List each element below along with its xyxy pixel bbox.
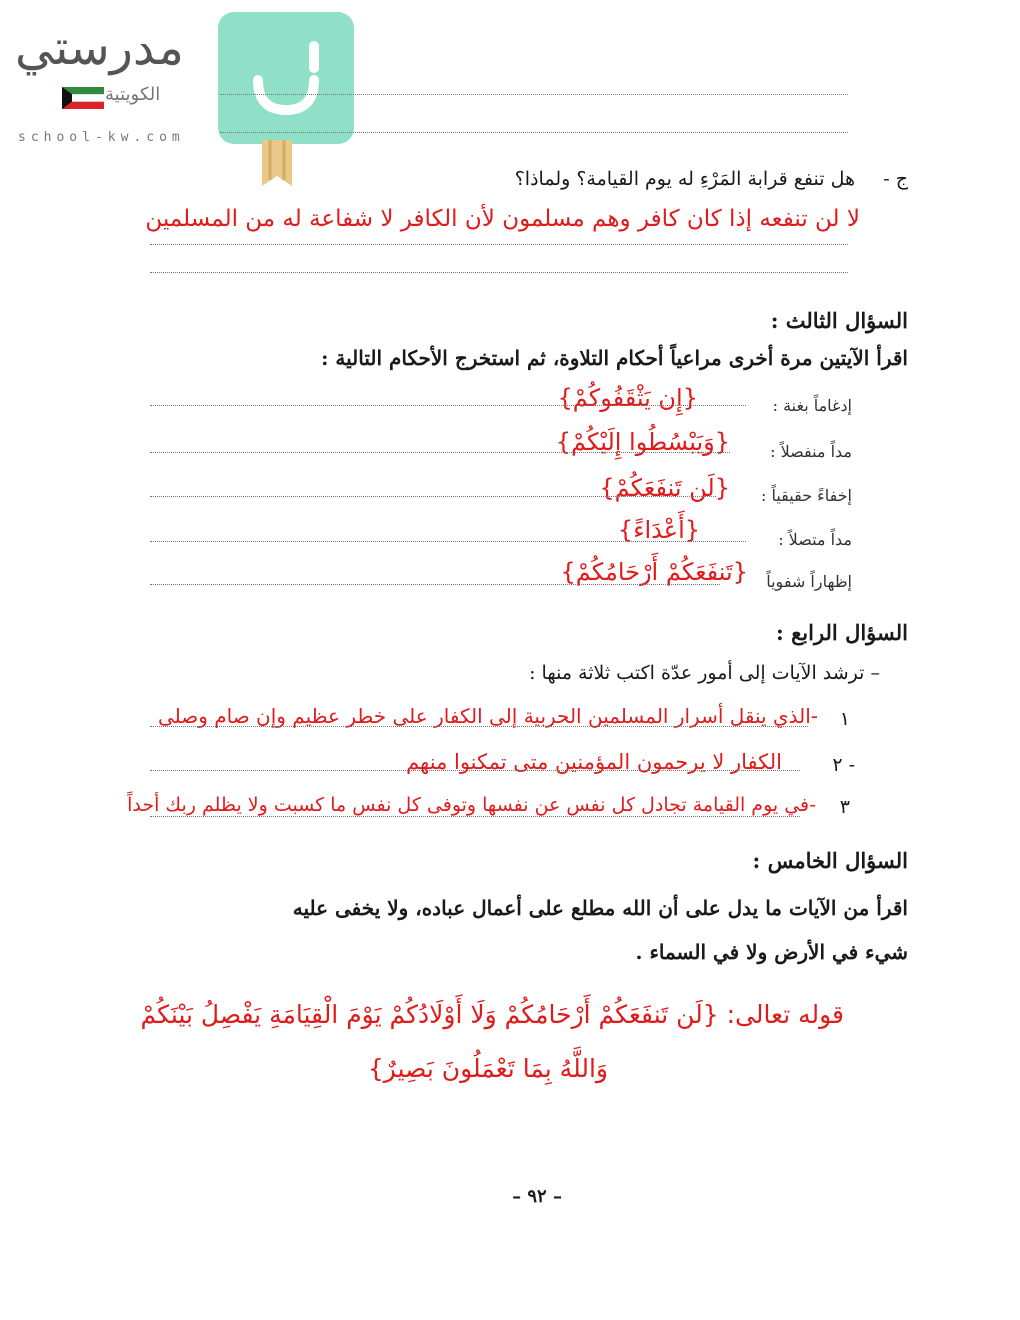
section3-instruction: اقرأ الآيتين مرة أخرى مراعياً أحكام التلاوة، ثم استخرج الأحكام التالية : <box>321 346 908 370</box>
rule-answer: {تَنفَعَكُمْ أَرْحَامُكُمْ} <box>560 558 748 586</box>
answer-line <box>150 726 808 727</box>
rule-answer: {لَن تَنفَعَكُمْ} <box>599 474 730 502</box>
answer-line <box>150 244 848 245</box>
item-answer: الكفار لا يرحمون المؤمنين متى تمكنوا منهم <box>406 750 782 774</box>
logo-url: school-kw.com <box>18 130 185 145</box>
answer-line <box>150 770 800 771</box>
section4-title: السؤال الرابع : <box>776 620 908 645</box>
answer-line <box>150 584 720 585</box>
smile-icon <box>248 40 324 116</box>
question-c-label: ج - <box>883 168 908 190</box>
rule-label: إدغاماً بغنة : <box>772 396 852 415</box>
logo-subtitle: الكويتية <box>105 84 161 105</box>
rule-label: إظهاراً شفوياً <box>766 572 852 591</box>
section3-title: السؤال الثالث : <box>770 308 908 333</box>
item-number: ١ <box>839 708 850 730</box>
answer-line <box>150 272 848 273</box>
question-c-answer: لا لن تنفعه إذا كان كافر وهم مسلمون لأن الكافر لا شفاعة له من المسلمين <box>145 206 860 232</box>
answer-line <box>150 452 730 453</box>
answer-line <box>150 496 716 497</box>
rule-answer: {إِن يَثْقَفُوكُمْ} <box>557 384 698 412</box>
rule-label: مداً متصلاً : <box>778 530 852 549</box>
kuwait-flag-icon <box>62 87 104 109</box>
item-number: ٢ - <box>832 754 855 776</box>
section5-line2: شيء في الأرض ولا في السماء . <box>635 940 908 964</box>
answer-line <box>150 405 746 406</box>
page-number: – ٩٢ – <box>512 1186 562 1207</box>
item-number: ٣ <box>839 796 850 818</box>
answer-line <box>220 94 848 95</box>
answer-line <box>150 816 800 817</box>
answer-line <box>150 541 746 542</box>
section5-line1: اقرأ من الآيات ما يدل على أن الله مطلع على أعمال عباده، ولا يخفى عليه <box>292 896 908 920</box>
rule-answer: {وَيَبْسُطُوا إِلَيْكُمْ} <box>555 428 730 456</box>
answer-line <box>220 132 848 133</box>
section5-title: السؤال الخامس : <box>752 848 908 873</box>
item-answer: -الذي ينقل أسرار المسلمين الحربية إلى الكفار على خطر عظيم وإن صام وصلى <box>157 704 818 728</box>
rule-answer: {أَعْدَاءً} <box>617 516 700 544</box>
bookmark-icon <box>262 140 292 186</box>
section5-answer-line1: قوله تعالى: {لَن تَنفَعَكُمْ أَرْحَامُكُمْ وَلَا أَوْلَادُكُمْ يَوْمَ الْقِيَامَةِ يَفْصِلُ بَيْنَكُمْ <box>140 1000 844 1029</box>
section5-answer-line2: وَاللَّهُ بِمَا تَعْمَلُونَ بَصِيرٌ} <box>367 1054 608 1083</box>
logo-name: مدرستي <box>15 20 184 76</box>
section4-instruction: – ترشد الآيات إلى أمور عدّة اكتب ثلاثة منها : <box>529 662 880 684</box>
question-c-text: هل تنفع قرابة المَرْءِ له يوم القيامة؟ ولماذا؟ <box>514 168 855 190</box>
item-answer: -في يوم القيامة تجادل كل نفس عن نفسها وتوفى كل نفس ما كسبت ولا يظلم ربك أحداً <box>127 794 816 816</box>
rule-label: مداً منفصلاً : <box>770 442 852 461</box>
logo-badge <box>218 12 354 144</box>
rule-label: إخفاءً حقيقياً : <box>761 486 852 505</box>
